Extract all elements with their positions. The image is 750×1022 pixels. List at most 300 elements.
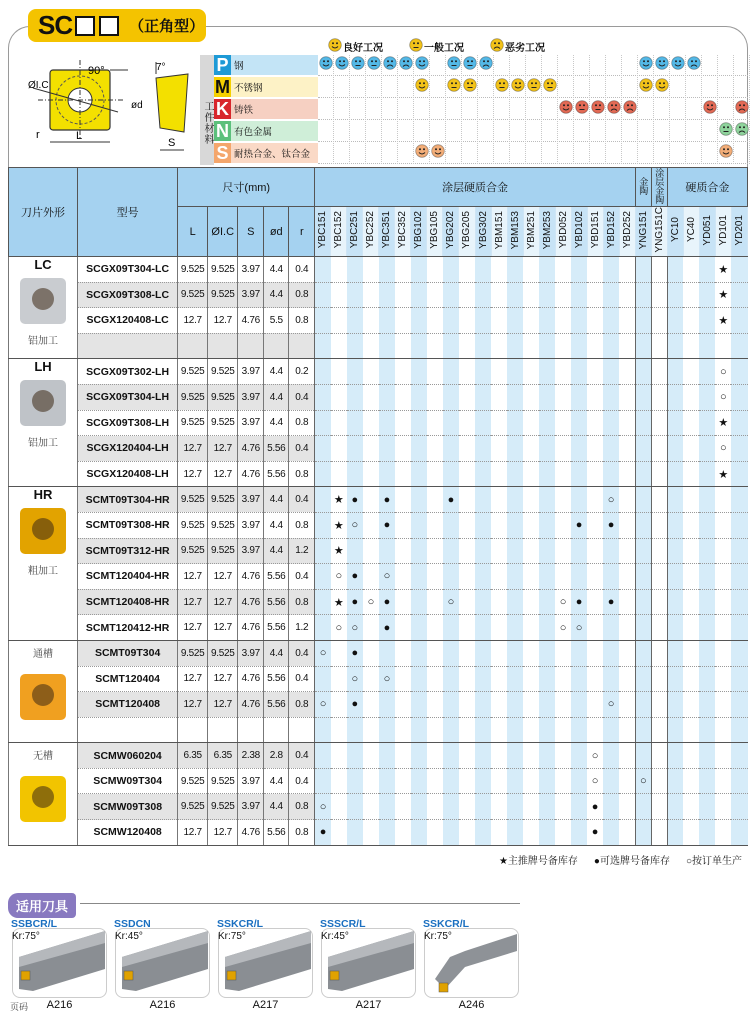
table-row bbox=[9, 461, 748, 487]
dim-cell: 0.4 bbox=[289, 487, 315, 513]
dim-cell: 4.4 bbox=[264, 768, 289, 794]
grade-cell bbox=[603, 615, 619, 641]
dim-cell: 0.4 bbox=[289, 564, 315, 590]
grade-cell bbox=[731, 282, 747, 308]
grade-cell bbox=[363, 333, 379, 359]
grade-cell bbox=[315, 564, 331, 590]
rating-cell bbox=[510, 143, 526, 164]
grade-cell bbox=[491, 461, 507, 487]
grade-cell bbox=[507, 461, 523, 487]
grade-cell bbox=[555, 333, 571, 359]
dim-cell bbox=[208, 333, 238, 359]
grade-cell bbox=[427, 359, 443, 385]
rating-cell bbox=[318, 121, 334, 142]
grade-cell bbox=[699, 282, 715, 308]
header-grade bbox=[315, 207, 331, 257]
grade-cell bbox=[459, 615, 475, 641]
grade-cell bbox=[715, 461, 731, 487]
grade-cell bbox=[539, 282, 555, 308]
grade-cell bbox=[491, 333, 507, 359]
grade-cell bbox=[331, 384, 347, 410]
dim-cell: 12.7 bbox=[178, 436, 208, 462]
rating-cell bbox=[718, 99, 734, 120]
grade-label: YNG151C bbox=[653, 207, 665, 253]
grade-cell bbox=[347, 589, 363, 615]
grade-cell bbox=[507, 257, 523, 283]
grade-cell bbox=[587, 615, 603, 641]
dim-cell: 5.56 bbox=[264, 436, 289, 462]
grade-cell bbox=[731, 359, 747, 385]
grade-cell bbox=[603, 640, 619, 666]
availability-mark: ○ bbox=[607, 493, 615, 506]
grade-cell bbox=[731, 410, 747, 436]
dim-cell: 0.8 bbox=[289, 794, 315, 820]
availability-mark: ● bbox=[575, 596, 583, 609]
availability-mark: ● bbox=[319, 826, 327, 839]
rating-cell bbox=[350, 77, 366, 98]
rating-cell bbox=[542, 55, 558, 76]
rating-cell bbox=[686, 77, 702, 98]
rating-cell bbox=[622, 121, 638, 142]
rating-cell bbox=[478, 55, 494, 76]
grade-cell bbox=[667, 820, 683, 846]
dim-cell: 0.8 bbox=[289, 282, 315, 308]
grade-cell bbox=[539, 384, 555, 410]
grade-cell bbox=[363, 589, 379, 615]
header-grade bbox=[571, 207, 587, 257]
dim-cell: 4.76 bbox=[238, 308, 264, 334]
grade-cell bbox=[603, 589, 619, 615]
grade-cell bbox=[603, 666, 619, 692]
model-cell: SCMW060204 bbox=[78, 743, 178, 769]
rating-cell bbox=[462, 99, 478, 120]
grade-cell bbox=[395, 436, 411, 462]
grade-cell bbox=[507, 615, 523, 641]
grade-cell bbox=[443, 794, 459, 820]
grade-cell bbox=[491, 768, 507, 794]
dim-cell: 3.97 bbox=[238, 640, 264, 666]
rating-cell bbox=[414, 77, 430, 98]
condition-legend bbox=[328, 38, 545, 55]
grade-cell bbox=[699, 640, 715, 666]
grade-cell bbox=[459, 743, 475, 769]
grade-cell bbox=[715, 333, 731, 359]
grade-cell bbox=[699, 461, 715, 487]
rating-cell bbox=[446, 55, 462, 76]
shape-sub: 粗加工 bbox=[28, 566, 59, 578]
grade-cell bbox=[315, 794, 331, 820]
grade-cell bbox=[331, 282, 347, 308]
grade-cell bbox=[427, 640, 443, 666]
grade-cell bbox=[411, 257, 427, 283]
rating-cell bbox=[638, 121, 654, 142]
tool-page[interactable]: A246 bbox=[458, 999, 485, 1011]
grade-cell bbox=[651, 666, 667, 692]
dim-cell: 4.76 bbox=[238, 564, 264, 590]
table-row bbox=[9, 794, 748, 820]
grade-cell bbox=[699, 512, 715, 538]
grade-cell bbox=[475, 768, 491, 794]
grade-cell bbox=[555, 359, 571, 385]
rating-cell bbox=[734, 99, 750, 120]
grade-cell bbox=[427, 410, 443, 436]
grade-cell bbox=[667, 410, 683, 436]
grade-cell bbox=[363, 615, 379, 641]
grade-cell bbox=[731, 717, 747, 743]
rating-cell bbox=[718, 121, 734, 142]
availability-mark: ★ bbox=[718, 314, 729, 327]
rating-cell bbox=[590, 143, 606, 164]
rating-cell bbox=[542, 99, 558, 120]
table-row bbox=[9, 487, 748, 513]
grade-cell bbox=[347, 308, 363, 334]
rating-cell bbox=[574, 55, 590, 76]
rating-cell bbox=[398, 99, 414, 120]
grade-cell bbox=[731, 743, 747, 769]
table-row bbox=[9, 717, 748, 743]
availability-mark: ○ bbox=[575, 621, 583, 634]
material-row-N bbox=[214, 121, 750, 142]
grade-cell bbox=[571, 640, 587, 666]
availability-mark: ○ bbox=[720, 442, 727, 455]
dim-cell: 9.525 bbox=[178, 512, 208, 538]
rating-cell bbox=[638, 55, 654, 76]
bad-face-icon bbox=[383, 56, 397, 75]
tool-page[interactable]: A217 bbox=[252, 999, 279, 1011]
grade-cell bbox=[379, 333, 395, 359]
grade-cell bbox=[379, 794, 395, 820]
grade-cell bbox=[635, 717, 651, 743]
grade-cell bbox=[443, 589, 459, 615]
grade-cell bbox=[427, 820, 443, 846]
grade-cell bbox=[315, 461, 331, 487]
grade-cell bbox=[395, 282, 411, 308]
grade-cell bbox=[427, 538, 443, 564]
grade-cell bbox=[459, 717, 475, 743]
grade-cell bbox=[699, 768, 715, 794]
rating-cell bbox=[398, 143, 414, 164]
table-row bbox=[9, 308, 748, 334]
legend-item-bad bbox=[490, 38, 545, 55]
material-header: 工件材料 bbox=[200, 55, 214, 165]
rating-cell bbox=[574, 77, 590, 98]
grade-cell bbox=[587, 564, 603, 590]
rating-cell bbox=[494, 121, 510, 142]
rating-cell bbox=[670, 121, 686, 142]
rating-cell bbox=[494, 77, 510, 98]
grade-cell bbox=[331, 768, 347, 794]
bad-face-icon bbox=[623, 100, 637, 119]
grade-cell bbox=[523, 717, 539, 743]
grade-cell bbox=[635, 666, 651, 692]
grade-cell bbox=[315, 487, 331, 513]
rating-cell bbox=[510, 55, 526, 76]
rating-cell bbox=[510, 121, 526, 142]
grade-cell bbox=[347, 257, 363, 283]
grade-cell bbox=[555, 538, 571, 564]
dim-cell: 2.8 bbox=[264, 743, 289, 769]
dim-cell: 9.525 bbox=[208, 487, 238, 513]
material-rating-grid bbox=[200, 55, 750, 165]
table-row bbox=[9, 743, 748, 769]
dim-cell: 9.525 bbox=[208, 257, 238, 283]
dim-cell: 5.56 bbox=[264, 461, 289, 487]
model-cell: SCMT09T304-HR bbox=[78, 487, 178, 513]
grade-cell bbox=[571, 410, 587, 436]
grade-cell bbox=[363, 564, 379, 590]
grade-cell bbox=[667, 461, 683, 487]
grade-cell bbox=[587, 359, 603, 385]
grade-cell bbox=[523, 359, 539, 385]
dim-cell bbox=[238, 717, 264, 743]
rating-cell bbox=[574, 121, 590, 142]
d-label: ød bbox=[131, 100, 143, 111]
dim-cell: 9.525 bbox=[178, 257, 208, 283]
grade-cell bbox=[475, 257, 491, 283]
availability-mark: ● bbox=[607, 596, 615, 609]
grade-cell bbox=[635, 564, 651, 590]
rating-cell bbox=[606, 121, 622, 142]
dim-cell: 5.56 bbox=[264, 692, 289, 718]
availability-mark: ○ bbox=[319, 698, 327, 711]
grade-cell bbox=[587, 308, 603, 334]
shape-title: LH bbox=[34, 359, 52, 375]
grade-cell bbox=[491, 820, 507, 846]
grade-cell bbox=[411, 512, 427, 538]
dim-cell: 4.76 bbox=[238, 589, 264, 615]
grade-cell bbox=[587, 461, 603, 487]
grade-cell bbox=[619, 794, 635, 820]
grade-cell bbox=[603, 436, 619, 462]
grade-cell bbox=[379, 666, 395, 692]
table-row bbox=[9, 564, 748, 590]
grade-cell bbox=[699, 717, 715, 743]
grade-cell bbox=[491, 692, 507, 718]
grade-cell bbox=[331, 257, 347, 283]
grade-cell bbox=[411, 717, 427, 743]
grade-cell bbox=[555, 589, 571, 615]
grade-cell bbox=[587, 768, 603, 794]
material-name: 有色金属 bbox=[234, 127, 273, 138]
dim-cell: 3.97 bbox=[238, 768, 264, 794]
grade-cell bbox=[395, 512, 411, 538]
grade-cell bbox=[699, 308, 715, 334]
grade-cell bbox=[331, 743, 347, 769]
header-grade bbox=[395, 207, 411, 257]
grade-cell bbox=[443, 564, 459, 590]
grade-cell bbox=[699, 359, 715, 385]
grade-cell bbox=[315, 282, 331, 308]
grade-cell bbox=[731, 666, 747, 692]
good-face-icon bbox=[719, 144, 733, 163]
rating-cell bbox=[494, 143, 510, 164]
grade-cell bbox=[651, 564, 667, 590]
grade-cell bbox=[667, 564, 683, 590]
dim-cell: 12.7 bbox=[178, 820, 208, 846]
header-dim: S bbox=[238, 207, 264, 257]
grade-cell bbox=[667, 257, 683, 283]
grade-cell bbox=[587, 820, 603, 846]
grade-cell bbox=[555, 461, 571, 487]
grade-cell bbox=[667, 615, 683, 641]
grade-cell bbox=[347, 410, 363, 436]
rating-cell bbox=[702, 99, 718, 120]
rating-cell bbox=[702, 121, 718, 142]
grade-cell bbox=[523, 692, 539, 718]
grade-cell bbox=[587, 692, 603, 718]
dim-cell: 12.7 bbox=[178, 589, 208, 615]
availability-mark: ● bbox=[607, 519, 615, 532]
header-grade bbox=[379, 207, 395, 257]
grade-cell bbox=[331, 794, 347, 820]
grade-cell bbox=[683, 640, 699, 666]
grade-cell bbox=[427, 487, 443, 513]
grade-cell bbox=[667, 308, 683, 334]
rating-cell bbox=[446, 99, 462, 120]
grade-cell bbox=[331, 487, 347, 513]
availability-mark: ★ bbox=[333, 545, 344, 558]
grade-cell bbox=[379, 410, 395, 436]
grade-cell bbox=[363, 359, 379, 385]
shape-title: LC bbox=[34, 257, 52, 272]
dim-cell: 9.525 bbox=[178, 640, 208, 666]
rating-cell bbox=[510, 99, 526, 120]
dim-cell: 12.7 bbox=[208, 436, 238, 462]
grade-cell bbox=[331, 589, 347, 615]
insert-diagram bbox=[28, 60, 198, 160]
rating-cell bbox=[622, 143, 638, 164]
grade-cell bbox=[507, 820, 523, 846]
material-row-M bbox=[214, 77, 750, 98]
rating-cell bbox=[366, 99, 382, 120]
tool-page[interactable]: A216 bbox=[149, 999, 176, 1011]
grade-cell bbox=[619, 410, 635, 436]
availability-mark: ○ bbox=[319, 647, 327, 660]
grade-cell bbox=[475, 308, 491, 334]
grade-cell bbox=[347, 461, 363, 487]
rating-cell bbox=[606, 99, 622, 120]
rating-cell bbox=[414, 121, 430, 142]
rating-cell bbox=[414, 99, 430, 120]
grade-cell bbox=[379, 589, 395, 615]
grade-cell bbox=[411, 640, 427, 666]
grade-cell bbox=[347, 666, 363, 692]
grade-cell bbox=[411, 384, 427, 410]
grade-cell bbox=[715, 308, 731, 334]
header-grade bbox=[491, 207, 507, 257]
rating-cell bbox=[558, 143, 574, 164]
grade-cell bbox=[523, 461, 539, 487]
grade-cell bbox=[475, 820, 491, 846]
grade-cell bbox=[507, 564, 523, 590]
grade-label: YBG302 bbox=[477, 211, 489, 249]
header-dim: L bbox=[178, 207, 208, 257]
dim-cell: 4.4 bbox=[264, 384, 289, 410]
grade-cell bbox=[395, 308, 411, 334]
angle-label: 90° bbox=[88, 65, 105, 77]
table-row bbox=[9, 282, 748, 308]
grade-cell bbox=[459, 538, 475, 564]
grade-cell bbox=[411, 436, 427, 462]
grade-label: YBD052 bbox=[557, 211, 569, 249]
dim-cell: 5.5 bbox=[264, 308, 289, 334]
dim-cell: 4.4 bbox=[264, 359, 289, 385]
grade-cell bbox=[587, 257, 603, 283]
dim-cell: 0.4 bbox=[289, 768, 315, 794]
tool-page[interactable]: A216 bbox=[46, 999, 73, 1011]
rating-cell bbox=[542, 121, 558, 142]
availability-mark: ● bbox=[383, 621, 391, 634]
rating-cell bbox=[606, 143, 622, 164]
model-cell: SCMT09T308-HR bbox=[78, 512, 178, 538]
tool-page[interactable]: A217 bbox=[355, 999, 382, 1011]
footnote-circle: ○按订单生产 bbox=[685, 856, 742, 867]
availability-mark: ● bbox=[591, 800, 599, 813]
dim-cell: 0.4 bbox=[289, 384, 315, 410]
grade-cell bbox=[571, 717, 587, 743]
header-grade bbox=[699, 207, 715, 257]
material-label bbox=[214, 143, 318, 163]
grade-cell bbox=[443, 282, 459, 308]
grade-cell bbox=[315, 333, 331, 359]
grade-cell bbox=[587, 794, 603, 820]
grade-cell bbox=[523, 820, 539, 846]
grade-cell bbox=[555, 640, 571, 666]
grade-cell bbox=[683, 257, 699, 283]
grade-cell bbox=[667, 692, 683, 718]
grade-cell bbox=[603, 257, 619, 283]
grade-cell bbox=[507, 410, 523, 436]
availability-mark: ● bbox=[383, 519, 391, 532]
grade-cell bbox=[683, 410, 699, 436]
dim-cell: 4.4 bbox=[264, 282, 289, 308]
footnote-star: ★主推牌号备库存 bbox=[498, 856, 578, 867]
grade-cell bbox=[379, 308, 395, 334]
grade-cell bbox=[587, 538, 603, 564]
grade-cell bbox=[635, 768, 651, 794]
dim-cell: 4.4 bbox=[264, 794, 289, 820]
rating-cell bbox=[574, 143, 590, 164]
grade-cell bbox=[491, 410, 507, 436]
grade-cell bbox=[411, 487, 427, 513]
grade-cell bbox=[411, 666, 427, 692]
availability-mark: ● bbox=[575, 519, 583, 532]
rating-cell bbox=[654, 99, 670, 120]
grade-cell bbox=[507, 384, 523, 410]
grade-cell bbox=[619, 589, 635, 615]
rating-cell bbox=[334, 143, 350, 164]
grade-cell bbox=[459, 359, 475, 385]
good-face-icon bbox=[559, 100, 573, 119]
header-grade bbox=[523, 207, 539, 257]
header-grade-group bbox=[635, 168, 651, 207]
dim-cell: 9.525 bbox=[178, 538, 208, 564]
grade-cell bbox=[555, 410, 571, 436]
grade-cell bbox=[683, 359, 699, 385]
grade-cell bbox=[395, 461, 411, 487]
grade-cell bbox=[475, 282, 491, 308]
grade-cell bbox=[411, 359, 427, 385]
grade-label: YBC352 bbox=[397, 211, 409, 249]
legend-item-good bbox=[328, 38, 383, 55]
grade-cell bbox=[395, 359, 411, 385]
grade-cell bbox=[363, 436, 379, 462]
grade-cell bbox=[699, 615, 715, 641]
grade-cell bbox=[315, 436, 331, 462]
grade-cell bbox=[603, 410, 619, 436]
grade-cell bbox=[395, 666, 411, 692]
grade-cell bbox=[363, 794, 379, 820]
